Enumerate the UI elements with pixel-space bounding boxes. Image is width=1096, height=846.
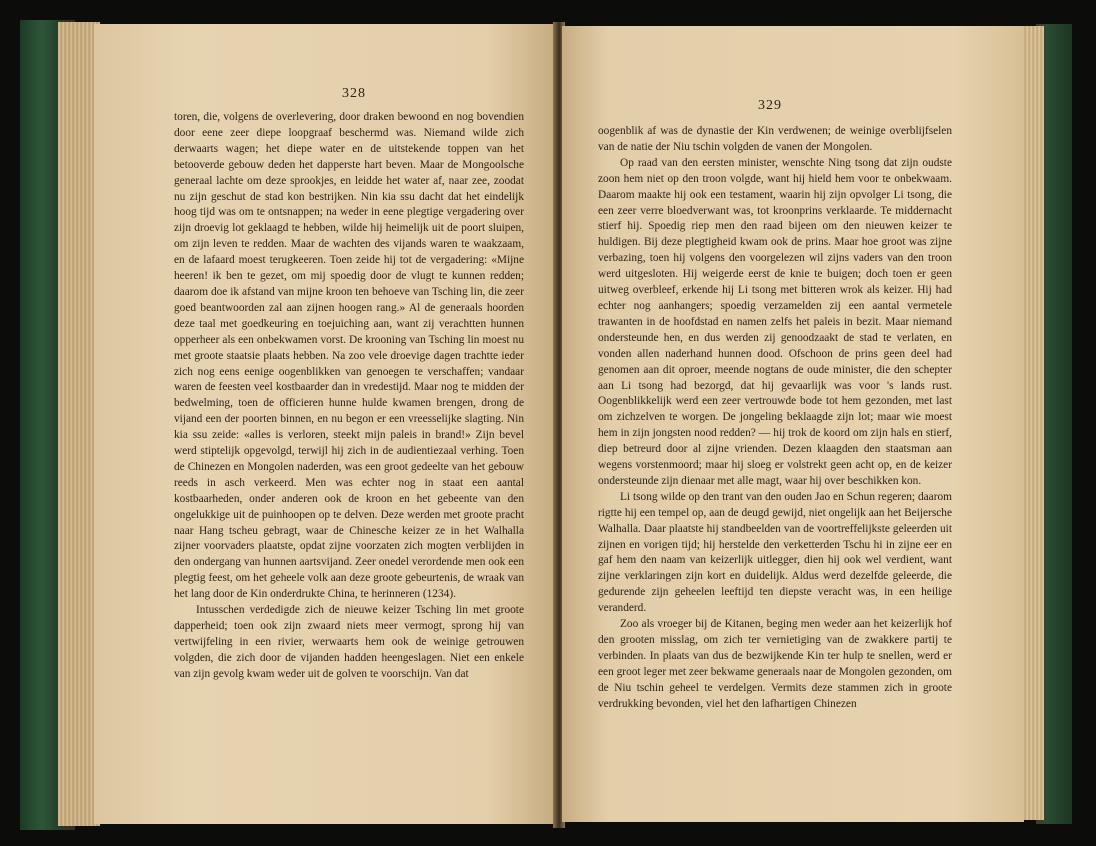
paragraph: Li tsong wilde op den trant van den ouden Jao en Schun regeren; daarom rigtte hij een tempel op, aan de deugd gewijd, niet ongelijk aan het Beijersche Walhalla. Daar plaatste hij standbeelden van de voortreffelijkste geleerden uit zijnen en vorigen tijd; hij herstelde den verketterden Tschu hi in zijne eer en gaf hem den naam van keizerlijk uitlegger, dien hij ook wel verdient, want zijne verklaringen zijn kort en duidelijk. Aldus werd dezelfde geleerde, die gedurende zijn geheelen leeftijd ten diepste veracht was, in een heilige veranderd. xyxy=(598,490,952,615)
paragraph: oogenblik af was de dynastie der Kin verdwenen; de weinige overblijfselen van de natie der Niu tschin volgden de vanen der Mongolen. xyxy=(598,125,952,153)
paragraph: toren, die, volgens de overlevering, door draken bewoond en nog bovendien door eene zeer diepe loopgraaf beschermd was. Niemand wilde zich derwaarts wagen; het diepe water en de uitstekende toppen van het betooverde gebouw deden het dapperste hart beven. Maar de Mongoolsche generaal lachte om deze sprookjes, en leidde het water af, naar zee, zoodat nu zijn geschut de stad kon bestrijken. Nin kia ssu dacht dat het eindelijk hoog tijd was om te ontsnappen; na weder in eene plegtige vergadering over zijn droevig lot geklaagd te hebben, wilde hij heimelijk uit de poort sluipen, om zijn leven te redden. Maar de wachten des vijands waren te waakzaam, en de lafaard moest terugkeeren. Toen zeide hij tot de vergadering: «Mijne heeren! ik ben te gezet, om mij spoedig door de vlugt te kunnen redden; daarom doe ik afstand van mijne kroon ten behoeve van Tsching lin, die zeer goed beantwoorden zal aan zijnen hoogen rang.» Al de generaals hoorden deze taal met goedkeuring en toejuiching aan, want zij verachtten hunnen opperheer als een onbekwamen vorst. De krooning van Tsching lin moest nu met groote staatsie plaats hebben. Na zoo vele droevige dagen trachtte ieder zich nog eens eenige oogenblikken van genoegen te verschaffen; vandaar waren de feesten veel kostbaarder dan in vredestijd. Maar nog te midden der bedwelming, toen de officieren hunne hulde kwamen brengen, drong de vijand een der poorten binnen, en nu begon er een vreesselijke slagting. Nin kia ssu zeide: «alles is verloren, steekt mijn paleis in brand!» Zijn bevel werd stiptelijk opgevolgd, terwijl hij zich in de audientiezaal verhing. Toen de Chinezen en Mongolen naderden, was een groot gedeelte van het gebouw reeds in asch verkeerd. Men was echter nog in staat een aantal kostbaarheden, onder anderen ook de kroon en het gebeente van den ongelukkige uit de puinhoopen op te delven. Deze werden met groote pracht naar Hang tscheu gebragt, waar de Chinesche keizer ze in het Walhalla zijner voorvaders plaatste, opdat zijne voorzaten zich mogten verblijden in den ondergang van hunnen aartsvijand. Zeer onedel verordende men ook een plegtig feest, om het geheele volk aan deze groote gebeurtenis, de wraak van het lang door de Kin onderdrukte China, te herinneren (1234). xyxy=(174,111,524,601)
page-number: 329 xyxy=(758,98,782,113)
page-text xyxy=(174,110,524,683)
paragraph: Zoo als vroeger bij de Kitanen, beging men weder aan het keizerlijk hof den grooten misslag, om zich ter vernietiging van de zwakkere partij te verbinden. In plaats van dus de bezwijkende Kin ter hulp te snellen, werd er een groot leger met zeer bekwame generaals naar de Mongolen gezonden, om de Niu tschin geheel te verdelgen. Vermits deze stammen zich in groote verdrukking bevonden, viel het den lafhartigen Chinezen xyxy=(598,618,952,710)
right-page xyxy=(562,26,1024,822)
paragraph: Op raad van den eersten minister, wenschte Ning tsong dat zijn oudste zoon hem niet op den troon volgde, want hij hield hem voor te onbekwaam. Daarom maakte hij ook een testament, waarin hij zijn opvolger Li tsong, die een zeer verre bloedverwant was, tot kroonprins verklaarde. Te middernacht stierf hij. Spoedig riep men den raad bijeen om den nieuwen keizer te huldigen. Bij deze plegtigheid kwam ook de prins. Maar hoe groot was zijne verbazing, toen hij volgens den voorgelezen wil zijns vaders van den troon werd uitgesloten. Hij weigerde eerst de knie te buigen; doch toen er geen uitweg overbleef, erkende hij Li tsong met bitteren wrok als keizer. Hij had echter nog aanhangers; spoedig verzamelden zij een aantal vermetele trawanten in de hoofdstad en namen zelfs het paleis in bezit. Maar niemand ondersteunde hen, en dus werden zij genoodzaakt de stad te verlaten, en vonden allen naderhand hunnen dood. Ofschoon de prins geen deel had genomen aan dit oproer, meende nogtans de oude minister, die den schepter aan Li tsong had bezorgd, dat hij gevaarlijk was voor 's lands rust. Oogenblikkelijk werd een zeer vertrouwde bode tot hem gezonden, met last om zichzelven te worgen. De jongeling beklaagde zijn lot; maar wie moest hem in zijn jongsten nood redden? — hij trok de koord om zijn hals en stierf, diep betreurd door al zijne vrienden. Dezen klaagden den staatsman aan wegens vorstenmoord; maar hij sloeg er volstrekt geen acht op, en de keizer ondersteunde zijn dienaar met alle magt, waar hij over beschikken kon. xyxy=(598,156,952,487)
left-page xyxy=(94,24,556,824)
page-text xyxy=(598,124,952,713)
paragraph: Intusschen verdedigde zich de nieuwe keizer Tsching lin met groote dapperheid; toen ook zijn zwaard niets meer vermogt, sprong hij van vertwijfeling in een rivier, werwaarts hem ook de weinige getrouwen volgden, die zich door de vijanden hadden heengeslagen. Niet een enkele van zijn gevolg kwam weder uit de golven te voorschijn. Van dat xyxy=(174,604,524,680)
page-number: 328 xyxy=(342,86,366,101)
